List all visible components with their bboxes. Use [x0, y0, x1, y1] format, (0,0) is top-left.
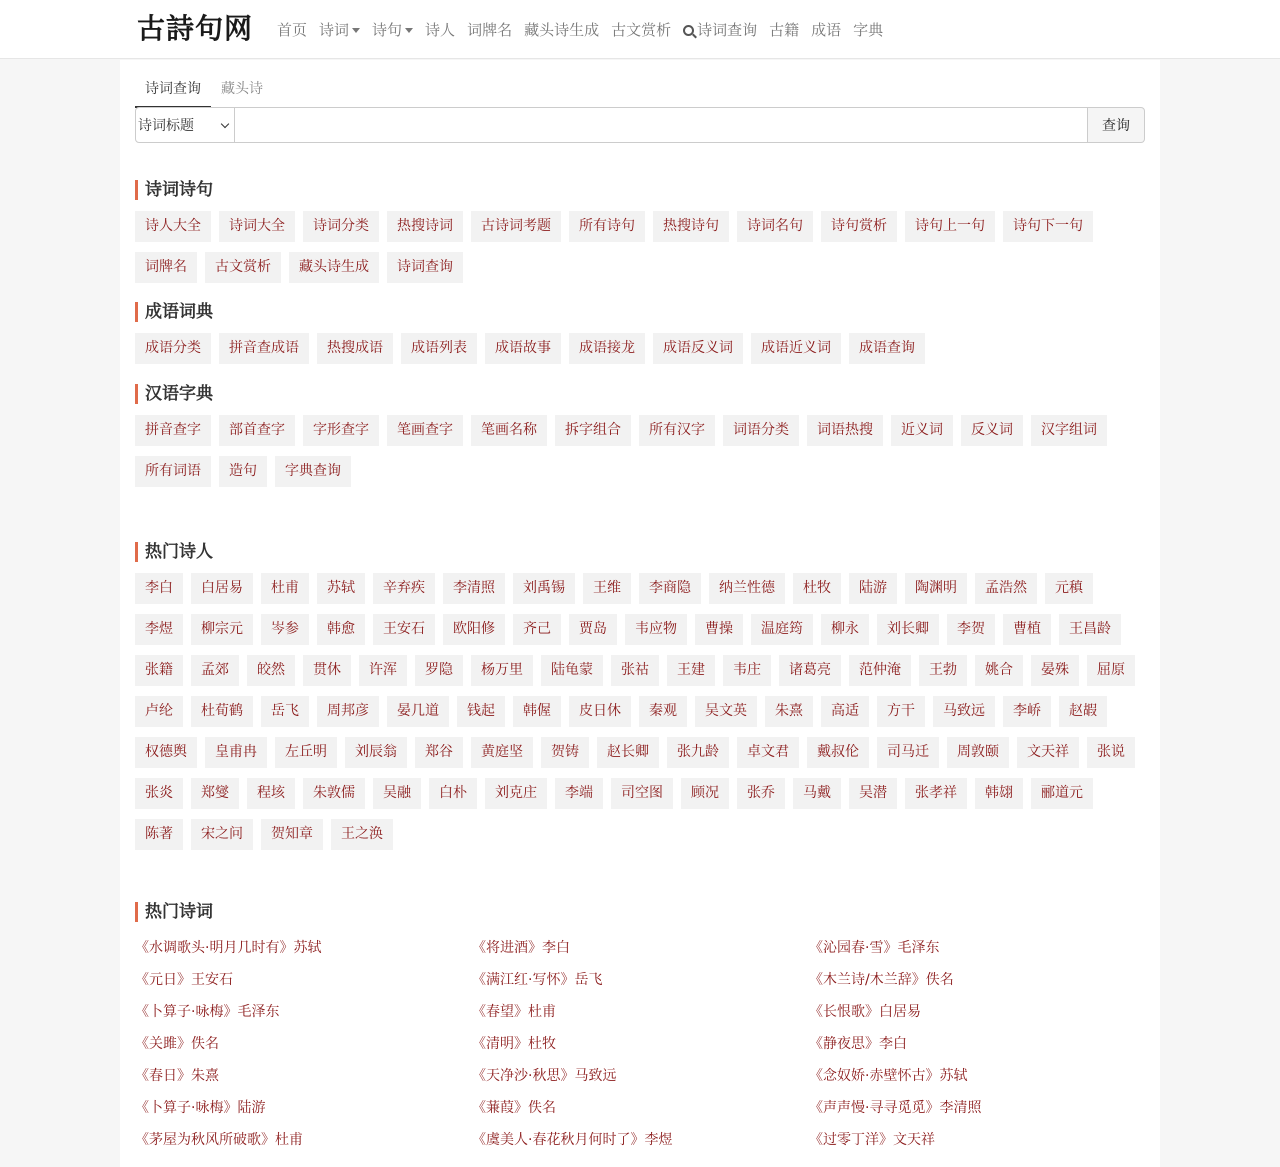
tag-link[interactable]: 张乔 — [737, 778, 785, 809]
tag-link[interactable]: 孟郊 — [191, 655, 239, 686]
tag-link[interactable]: 字形查字 — [303, 415, 379, 446]
nav-item-label: 成语 — [811, 21, 842, 39]
tag-link[interactable]: 诗句上一句 — [905, 211, 995, 242]
tag-link[interactable]: 齐己 — [513, 614, 561, 645]
tag-link[interactable]: 诗词分类 — [303, 211, 379, 242]
tag-link[interactable]: 吴文英 — [695, 696, 757, 727]
hot-poems-list — [135, 932, 1145, 1156]
tag-link[interactable]: 诸葛亮 — [779, 655, 841, 686]
nav-item-label: 古籍 — [769, 21, 800, 39]
tag-link[interactable]: 文天祥 — [1017, 737, 1079, 768]
tag-link[interactable]: 赵嘏 — [1059, 696, 1107, 727]
tag-link[interactable]: 韦应物 — [625, 614, 687, 645]
tag-link[interactable]: 姚合 — [975, 655, 1023, 686]
poem-link[interactable]: 《满江红·写怀》岳飞 — [472, 972, 603, 988]
search-tabs — [135, 74, 273, 108]
tag-link[interactable]: 贯休 — [303, 655, 351, 686]
tag-link[interactable]: 白居易 — [191, 573, 253, 604]
tag-link[interactable]: 成语查询 — [849, 333, 925, 364]
tag-link[interactable]: 岑参 — [261, 614, 309, 645]
tag-link[interactable]: 程垓 — [247, 778, 295, 809]
tag-link[interactable]: 造句 — [219, 456, 267, 487]
tag-link[interactable]: 司空图 — [611, 778, 673, 809]
tag-link[interactable]: 方干 — [877, 696, 925, 727]
tag-link[interactable]: 杜荀鹤 — [191, 696, 253, 727]
tab-acrostic[interactable]: 藏头诗 — [221, 81, 263, 97]
tag-link[interactable]: 王维 — [583, 573, 631, 604]
tag-link[interactable]: 朱熹 — [765, 696, 813, 727]
idiom-links — [135, 333, 1145, 364]
tag-link[interactable]: 范仲淹 — [849, 655, 911, 686]
tag-link[interactable]: 张九龄 — [667, 737, 729, 768]
poem-link[interactable]: 《将进酒》李白 — [472, 940, 570, 956]
tag-link[interactable]: 元稹 — [1045, 573, 1093, 604]
tag-link[interactable]: 陈著 — [135, 819, 183, 850]
nav-item[interactable] — [677, 19, 763, 41]
tag-link[interactable]: 成语接龙 — [569, 333, 645, 364]
nav-item[interactable] — [461, 19, 518, 41]
poem-link[interactable]: 《关雎》佚名 — [135, 1036, 219, 1052]
poem-link[interactable]: 《卜算子·咏梅》毛泽东 — [135, 1004, 280, 1020]
tag-link[interactable]: 成语分类 — [135, 333, 211, 364]
tag-link[interactable]: 王勃 — [919, 655, 967, 686]
section-title-hot-poems: 热门诗词 — [135, 902, 213, 922]
tag-link[interactable]: 热搜诗句 — [653, 211, 729, 242]
tag-link[interactable]: 李贺 — [947, 614, 995, 645]
tag-link[interactable]: 字典查询 — [275, 456, 351, 487]
tag-link[interactable]: 朱敦儒 — [303, 778, 365, 809]
poem-link[interactable]: 《静夜思》李白 — [809, 1036, 907, 1052]
tag-link[interactable]: 拆字组合 — [555, 415, 631, 446]
tag-link[interactable]: 杜牧 — [793, 573, 841, 604]
poem-link[interactable]: 《元日》王安石 — [135, 972, 233, 988]
tag-link[interactable]: 张祜 — [611, 655, 659, 686]
nav-item-label: 藏头诗生成 — [524, 21, 600, 39]
tag-link[interactable]: 白朴 — [429, 778, 477, 809]
nav-item[interactable] — [366, 19, 419, 41]
tag-link[interactable]: 欧阳修 — [443, 614, 505, 645]
nav-item[interactable] — [419, 19, 461, 41]
tag-link[interactable]: 柳永 — [821, 614, 869, 645]
tag-link[interactable]: 近义词 — [891, 415, 953, 446]
poem-link[interactable]: 《卜算子·咏梅》陆游 — [135, 1100, 266, 1116]
tag-link[interactable]: 曹植 — [1003, 614, 1051, 645]
tag-link[interactable]: 刘禹锡 — [513, 573, 575, 604]
section-title-dictionary: 汉语字典 — [135, 384, 213, 404]
tag-link[interactable]: 郑燮 — [191, 778, 239, 809]
tag-link[interactable]: 所有词语 — [135, 456, 211, 487]
tag-link[interactable]: 汉字组词 — [1031, 415, 1107, 446]
tag-link[interactable]: 诗词名句 — [737, 211, 813, 242]
tag-link[interactable]: 反义词 — [961, 415, 1023, 446]
section-title-hot-poets: 热门诗人 — [135, 542, 213, 562]
nav-item-label: 字典 — [853, 21, 884, 39]
tag-link[interactable]: 钱起 — [457, 696, 505, 727]
tag-link[interactable]: 屈原 — [1087, 655, 1135, 686]
tag-link[interactable]: 诗句下一句 — [1003, 211, 1093, 242]
tag-link[interactable]: 吴融 — [373, 778, 421, 809]
poem-link[interactable]: 《声声慢·寻寻觅觅》李清照 — [809, 1100, 982, 1116]
nav-item[interactable] — [313, 19, 366, 41]
tag-link[interactable]: 王安石 — [373, 614, 435, 645]
tag-link[interactable]: 罗隐 — [415, 655, 463, 686]
tag-link[interactable]: 成语故事 — [485, 333, 561, 364]
dictionary-links — [135, 415, 1145, 487]
tag-link[interactable]: 左丘明 — [275, 737, 337, 768]
tag-link[interactable]: 刘长卿 — [877, 614, 939, 645]
section-title-poetry: 诗词诗句 — [135, 180, 213, 200]
tag-link[interactable]: 古文赏析 — [205, 252, 281, 283]
tag-link[interactable]: 王昌龄 — [1059, 614, 1121, 645]
site-logo[interactable]: 古詩句网 — [137, 12, 254, 45]
tag-link[interactable]: 韦庄 — [723, 655, 771, 686]
tag-link[interactable]: 拼音查字 — [135, 415, 211, 446]
nav-item-label: 首页 — [277, 21, 308, 39]
tag-link[interactable]: 柳宗元 — [191, 614, 253, 645]
tag-link[interactable]: 苏轼 — [317, 573, 365, 604]
tag-link[interactable]: 晏几道 — [387, 696, 449, 727]
tag-link[interactable]: 晏殊 — [1031, 655, 1079, 686]
tag-link[interactable]: 温庭筠 — [751, 614, 813, 645]
poem-link[interactable]: 《水调歌头·明月几时有》苏轼 — [135, 940, 322, 956]
tag-link[interactable]: 张炎 — [135, 778, 183, 809]
tag-link[interactable]: 成语列表 — [401, 333, 477, 364]
nav-item-label: 古文赏析 — [611, 21, 672, 39]
tag-link[interactable]: 赵长卿 — [597, 737, 659, 768]
tag-link[interactable]: 韩愈 — [317, 614, 365, 645]
tag-link[interactable]: 皇甫冉 — [205, 737, 267, 768]
tag-link[interactable]: 词语分类 — [723, 415, 799, 446]
tab-poem-search[interactable]: 诗词查询 — [135, 74, 211, 108]
tag-link[interactable]: 陶渊明 — [905, 573, 967, 604]
poem-link[interactable]: 《天净沙·秋思》马致远 — [472, 1068, 617, 1084]
nav-item[interactable] — [805, 19, 847, 41]
tag-link[interactable]: 王之涣 — [331, 819, 393, 850]
tag-link[interactable]: 周敦颐 — [947, 737, 1009, 768]
nav-item[interactable] — [605, 19, 677, 41]
tag-link[interactable]: 李煜 — [135, 614, 183, 645]
tag-link[interactable]: 词牌名 — [135, 252, 197, 283]
tag-link[interactable]: 部首查字 — [219, 415, 295, 446]
tag-link[interactable]: 卢纶 — [135, 696, 183, 727]
tag-link[interactable]: 孟浩然 — [975, 573, 1037, 604]
caret-down-icon — [405, 28, 413, 33]
tag-link[interactable]: 成语近义词 — [751, 333, 841, 364]
nav-item[interactable] — [847, 19, 889, 41]
tag-link[interactable]: 吴潜 — [849, 778, 897, 809]
tag-link[interactable]: 热搜诗词 — [387, 211, 463, 242]
poem-link[interactable]: 《长恨歌》白居易 — [809, 1004, 921, 1020]
nav-item-label: 诗句 — [372, 21, 403, 39]
tag-link[interactable]: 权德舆 — [135, 737, 197, 768]
nav-item-label: 诗词 — [319, 21, 350, 39]
tag-link[interactable]: 王建 — [667, 655, 715, 686]
tag-link[interactable]: 杜甫 — [261, 573, 309, 604]
tag-link[interactable]: 诗句赏析 — [821, 211, 897, 242]
tag-link[interactable]: 刘克庄 — [485, 778, 547, 809]
nav-item[interactable] — [518, 19, 605, 41]
tag-link[interactable]: 李峤 — [1003, 696, 1051, 727]
tag-link[interactable]: 古诗词考题 — [471, 211, 561, 242]
tag-link[interactable]: 词语热搜 — [807, 415, 883, 446]
poem-link[interactable]: 《木兰诗/木兰辞》佚名 — [809, 972, 954, 988]
tag-link[interactable]: 岳飞 — [261, 696, 309, 727]
tag-link[interactable]: 顾况 — [681, 778, 729, 809]
section-title-idioms: 成语词典 — [135, 302, 213, 322]
tag-link[interactable]: 许浑 — [359, 655, 407, 686]
tag-link[interactable]: 陆游 — [849, 573, 897, 604]
tag-link[interactable]: 刘辰翁 — [345, 737, 407, 768]
tag-link[interactable]: 李端 — [555, 778, 603, 809]
poem-link[interactable]: 《清明》杜牧 — [472, 1036, 556, 1052]
poem-link[interactable]: 《过零丁洋》文天祥 — [809, 1132, 935, 1148]
nav-item[interactable] — [271, 19, 313, 41]
tag-link[interactable]: 戴叔伦 — [807, 737, 869, 768]
poem-link[interactable]: 《蒹葭》佚名 — [472, 1100, 556, 1116]
tag-link[interactable]: 诗词查询 — [387, 252, 463, 283]
tag-link[interactable]: 诗人大全 — [135, 211, 211, 242]
tag-link[interactable]: 成语反义词 — [653, 333, 743, 364]
tag-link[interactable]: 张籍 — [135, 655, 183, 686]
main-nav — [271, 18, 889, 42]
search-icon — [683, 25, 694, 36]
tag-link[interactable]: 皎然 — [247, 655, 295, 686]
tag-link[interactable]: 贺知章 — [261, 819, 323, 850]
poem-link[interactable]: 《春日》朱熹 — [135, 1068, 219, 1084]
tag-link[interactable]: 张说 — [1087, 737, 1135, 768]
tag-link[interactable]: 所有诗句 — [569, 211, 645, 242]
hot-poets-links — [135, 573, 1145, 850]
nav-item-label: 诗词查询 — [697, 21, 758, 39]
tag-link[interactable]: 杨万里 — [471, 655, 533, 686]
tag-link[interactable]: 韩偓 — [513, 696, 561, 727]
tag-link[interactable]: 笔画名称 — [471, 415, 547, 446]
tag-link[interactable]: 拼音查成语 — [219, 333, 309, 364]
tag-link[interactable]: 所有汉字 — [639, 415, 715, 446]
poem-link[interactable]: 《虞美人·春花秋月何时了》李煜 — [472, 1132, 673, 1148]
tag-link[interactable]: 李清照 — [443, 573, 505, 604]
tag-link[interactable]: 皮日休 — [569, 696, 631, 727]
tag-link[interactable]: 贾岛 — [569, 614, 617, 645]
query-button[interactable]: 查询 — [1088, 107, 1145, 143]
tag-link[interactable]: 热搜成语 — [317, 333, 393, 364]
tag-link[interactable]: 曹操 — [695, 614, 743, 645]
tag-link[interactable]: 高适 — [821, 696, 869, 727]
search-bar — [135, 107, 1145, 143]
tag-link[interactable]: 马致远 — [933, 696, 995, 727]
tag-link[interactable]: 宋之问 — [191, 819, 253, 850]
tag-link[interactable]: 马戴 — [793, 778, 841, 809]
tag-link[interactable]: 辛弃疾 — [373, 573, 435, 604]
main-content — [120, 60, 1160, 1167]
caret-down-icon — [352, 28, 360, 33]
poem-link[interactable]: 《茅屋为秋风所破歌》杜甫 — [135, 1132, 303, 1148]
tag-link[interactable]: 司马迁 — [877, 737, 939, 768]
poem-link[interactable]: 《沁园春·雪》毛泽东 — [809, 940, 940, 956]
tag-link[interactable]: 张孝祥 — [905, 778, 967, 809]
tag-link[interactable]: 黄庭坚 — [471, 737, 533, 768]
nav-item-label: 词牌名 — [467, 21, 513, 39]
search-type-select[interactable] — [135, 107, 235, 143]
search-type-value: 诗词标题 — [138, 118, 194, 134]
poetry-links — [135, 211, 1145, 283]
tag-link[interactable]: 卓文君 — [737, 737, 799, 768]
tag-link[interactable]: 藏头诗生成 — [289, 252, 379, 283]
poem-link[interactable]: 《念奴娇·赤壁怀古》苏轼 — [809, 1068, 968, 1084]
nav-item-label: 诗人 — [425, 21, 456, 39]
tag-link[interactable]: 贺铸 — [541, 737, 589, 768]
nav-item[interactable] — [763, 19, 805, 41]
tag-link[interactable]: 周邦彦 — [317, 696, 379, 727]
tag-link[interactable]: 秦观 — [639, 696, 687, 727]
tag-link[interactable]: 李白 — [135, 573, 183, 604]
top-navbar — [0, 0, 1280, 59]
chevron-down-icon — [221, 120, 229, 128]
tag-link[interactable]: 李商隐 — [639, 573, 701, 604]
tag-link[interactable]: 笔画查字 — [387, 415, 463, 446]
tag-link[interactable]: 陆龟蒙 — [541, 655, 603, 686]
tag-link[interactable]: 纳兰性德 — [709, 573, 785, 604]
tag-link[interactable]: 诗词大全 — [219, 211, 295, 242]
tag-link[interactable]: 郑谷 — [415, 737, 463, 768]
tag-link[interactable]: 韩翃 — [975, 778, 1023, 809]
tag-link[interactable]: 郦道元 — [1031, 778, 1093, 809]
search-input[interactable] — [235, 107, 1088, 143]
poem-link[interactable]: 《春望》杜甫 — [472, 1004, 556, 1020]
